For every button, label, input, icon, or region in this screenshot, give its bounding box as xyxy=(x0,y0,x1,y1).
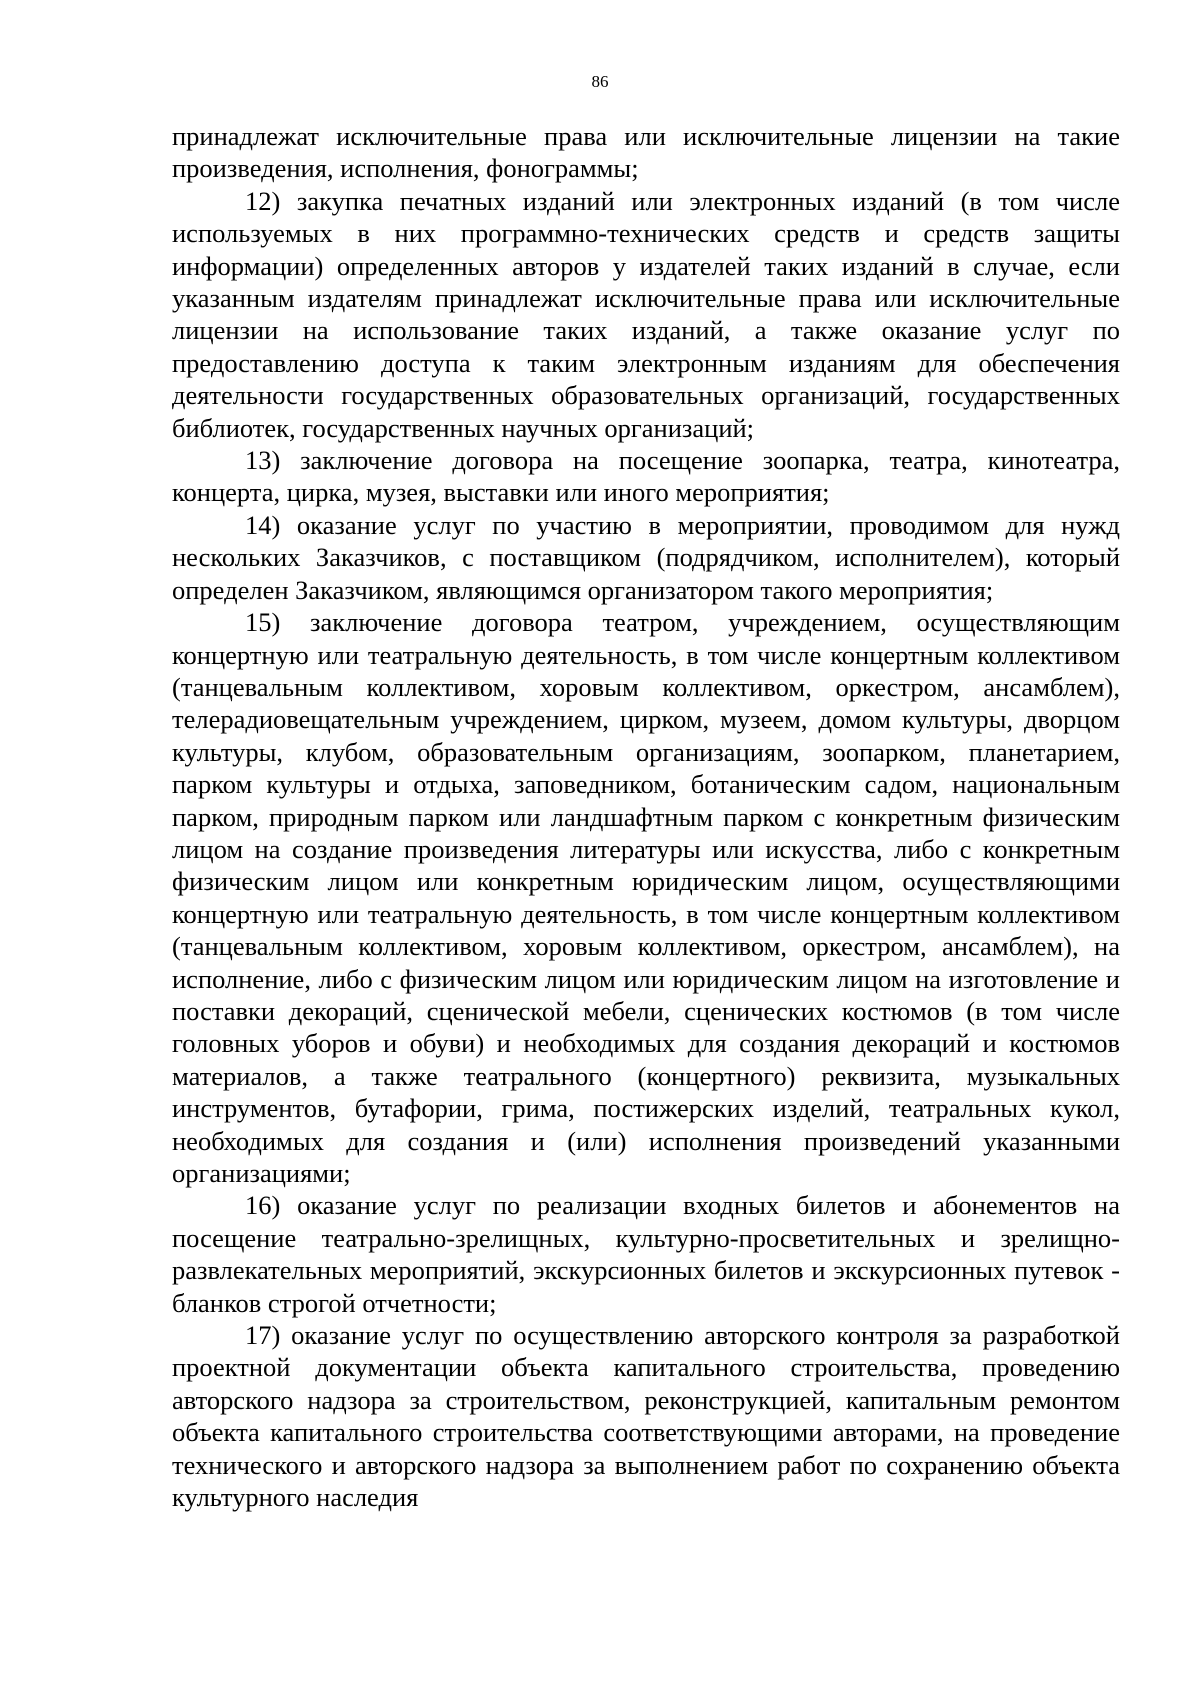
document-body xyxy=(172,120,1120,1513)
paragraph-item-16: 16) оказание услуг по реализации входных билетов и абонементов на посещение театрально-зрелищных, культурно-просветительных и зрелищно-развлекательных мероприятий, экскурсионных билетов и экскурсионных путевок - бланков строгой отчетности; xyxy=(172,1190,1120,1318)
paragraph-item-13: 13) заключение договора на посещение зоопарка, театра, кинотеатра, концерта, цирка, музея, выставки или иного мероприятия; xyxy=(172,445,1120,508)
paragraph-item-15: 15) заключение договора театром, учреждением, осуществляющим концертную или театральную деятельность, в том числе концертным коллективом (танцевальным коллективом, хоровым коллективом, оркестром, ансамблем), телерадиовещательным учреждением, цирком, музеем, домом культуры, дворцом культуры, клубом, образовательным организациям, зоопарком, планетарием, парком культуры и отдыха, заповедником, ботаническим садом, национальным парком, природным парком или ландшафтным парком с конкретным физическим лицом на создание произведения литературы или искусства, либо с конкретным физическим лицом или конкретным юридическим лицом, осуществляющими концертную или театральную деятельность, в том числе концертным коллективом (танцевальным коллективом, хоровым коллективом, оркестром, ансамблем), на исполнение, либо с физическим лицом или юридическим лицом на изготовление и поставки декораций, сценической мебели, сценических костюмов (в том числе головных уборов и обуви) и необходимых для создания декораций и костюмов материалов, а также театрального (концертного) реквизита, музыкальных инструментов, бутафории, грима, постижерских изделий, театральных кукол, необходимых для создания и (или) исполнения произведений указанными организациями; xyxy=(172,607,1120,1188)
paragraph-item-14: 14) оказание услуг по участию в мероприятии, проводимом для нужд нескольких Заказчиков, с поставщиком (подрядчиком, исполнителем), который определен Заказчиком, являющимся организатором такого мероприятия; xyxy=(172,509,1120,605)
page-number: 86 xyxy=(591,72,609,91)
paragraph-item-12: 12) закупка печатных изданий или электронных изданий (в том числе используемых в них программно-технических средств и средств защиты информации) определенных авторов у издателей таких изданий в случае, если указанным издателям принадлежат исключительные права или исключительные лицензии на использование таких изданий, а также оказание услуг по предоставлению доступа к таким электронным изданиям для обеспечения деятельности государственных образовательных организаций, государственных библиотек, государственных научных организаций; xyxy=(172,185,1120,443)
paragraph-continuation: принадлежат исключительные права или исключительные лицензии на такие произведения, исполнения, фонограммы; xyxy=(172,121,1120,184)
paragraph-item-17: 17) оказание услуг по осуществлению авторского контроля за разработкой проектной документации объекта капитального строительства, проведению авторского надзора за строительством, реконструкцией, капитальным ремонтом объекта капитального строительства соответствующими авторами, на проведение технического и авторского надзора за выполнением работ по сохранению объекта культурного наследия xyxy=(172,1320,1120,1513)
